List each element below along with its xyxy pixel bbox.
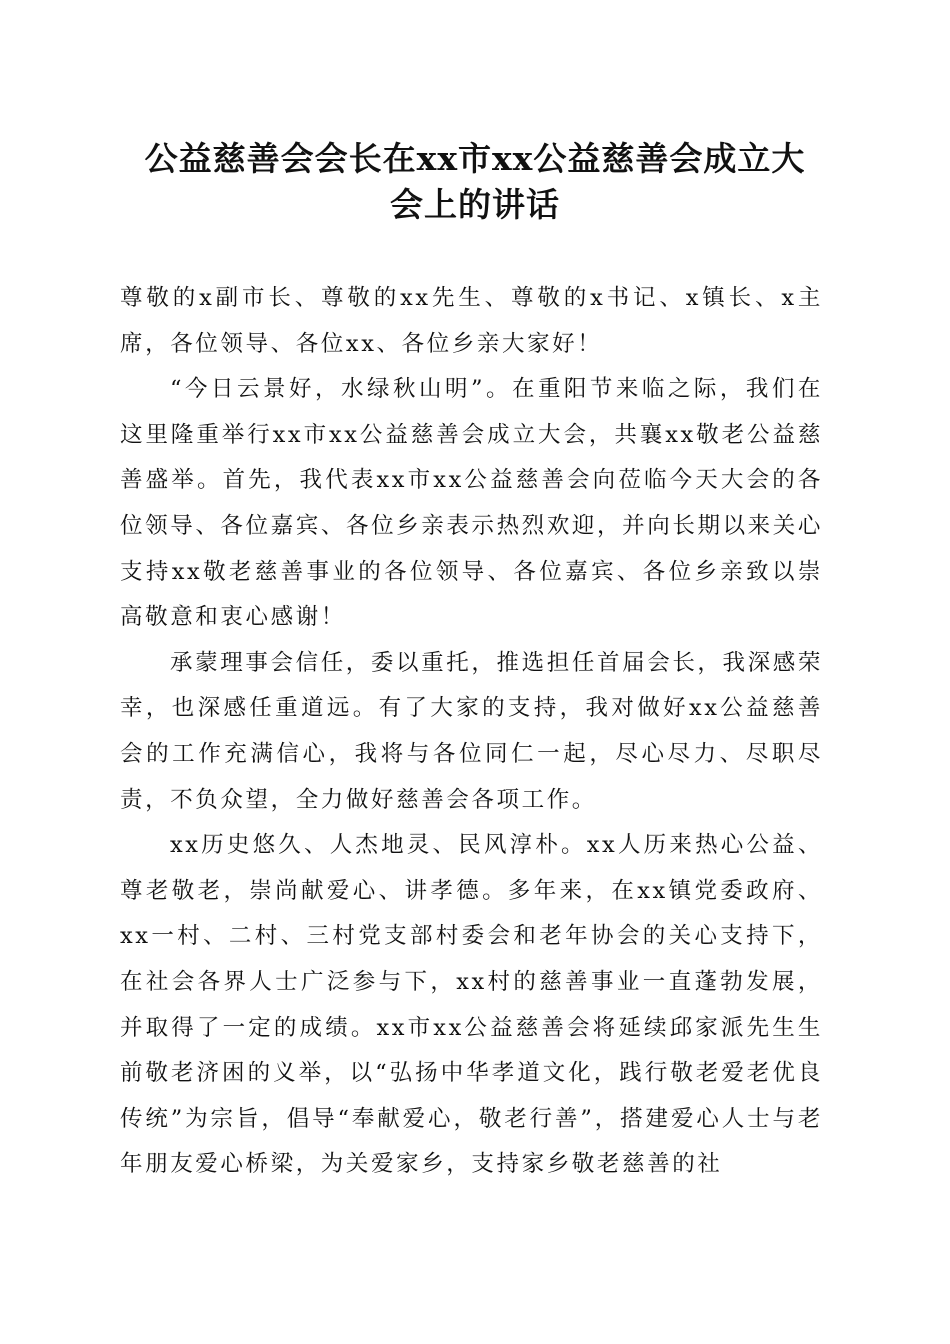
- history-paragraph: xx历史悠久、人杰地灵、民风淳朴。xx人历来热心公益、尊老敬老，崇尚献爱心、讲孝德。多年来，在xx镇党委政府、xx一村、二村、三村党支部村委会和老年协会的关心支持下，在社会各界人士广泛参与下，xx村的慈善事业一直蓬勃发展，并取得了一定的成绩。xx市xx公益慈善会将延续邱家派先生生前敬老济困的义举，以“弘扬中华孝道文化，践行敬老爱老优良传统”为宗旨，倡导“奉献爱心，敬老行善”，搭建爱心人士与老年朋友爱心桥梁，为关爱家乡，支持家乡敬老慈善的社: [120, 832, 823, 1178]
- appointment-paragraph: 承蒙理事会信任，委以重托，推选担任首届会长，我深感荣幸，也深感任重道远。有了大家的支持，我对做好xx公益慈善会的工作充满信心，我将与各位同仁一起，尽心尽力、尽职尽责，不负众望，全力做好慈善会各项工作。: [120, 649, 823, 813]
- speech-body: [120, 276, 823, 1188]
- title-line-2: 会上的讲话: [390, 185, 560, 224]
- welcome-paragraph: “今日云景好，水绿秋山明”。在重阳节来临之际，我们在这里隆重举行xx市xx公益慈善会成立大会，共襄xx敬老公益慈善盛举。首先，我代表xx市xx公益慈善会向莅临今天大会的各位领导、各位嘉宾、各位乡亲表示热烈欢迎，并向长期以来关心支持xx敬老慈善事业的各位领导、各位嘉宾、各位乡亲致以崇高敬意和衷心感谢！: [120, 376, 823, 631]
- title-line-1: 公益慈善会会长在xx市xx公益慈善会成立大: [144, 139, 806, 178]
- greeting-paragraph: 尊敬的x副市长、尊敬的xx先生、尊敬的x书记、x镇长、x主席，各位领导、各位xx、各位乡亲大家好！: [120, 285, 823, 357]
- page-title: [100, 136, 850, 228]
